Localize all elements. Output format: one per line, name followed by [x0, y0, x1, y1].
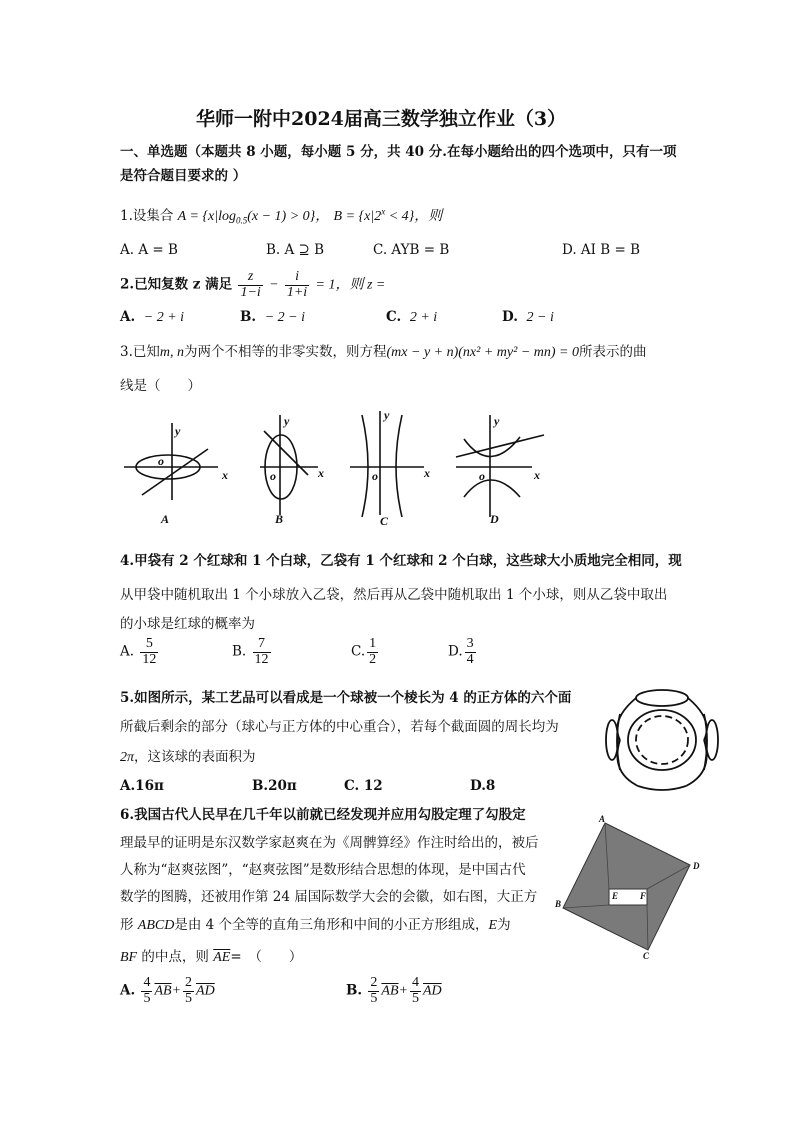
q6-line5-b: 是由 4 个全等的直角三角形和中间的小正方形组成，: [174, 917, 489, 933]
q2-f2-den: 1+i: [286, 284, 308, 300]
q6-option-a: [120, 976, 215, 1006]
q1-option-d: D. AI B = B: [562, 242, 641, 258]
q5-line3-text: ，这该球的表面积为: [134, 749, 256, 765]
q3-label-c: C: [380, 514, 389, 528]
q1-set-b: B = {x|2: [333, 209, 382, 224]
q4-stem-line2: 从甲袋中随机取出 1 个小球放入乙袋，然后再从乙袋中随机取出 1 个小球，则从乙袋中取出: [120, 587, 668, 603]
q6-option-a-d1: 5: [143, 990, 151, 1006]
q6-label-b: B: [555, 899, 562, 909]
q6-option-b-frac2: [410, 976, 421, 1006]
q6-line5-a: 形: [120, 917, 134, 933]
q2-option-a-label: A.: [120, 309, 136, 325]
page-title: 华师一附中2024届高三数学独立作业（3）: [196, 108, 567, 130]
q2-option-b-value: − 2 − i: [264, 310, 306, 325]
q4-option-d-label: D.: [448, 643, 463, 660]
q5-option-a: A.16π: [120, 778, 164, 794]
q3-label-a: A: [161, 512, 170, 526]
q4-option-d-frac: [465, 637, 476, 667]
q3-stem-line1: [120, 340, 646, 361]
q6-option-a-n2: 2: [185, 975, 193, 990]
q5-option-b: B.20π: [252, 778, 297, 794]
q6-option-a-frac1: [141, 976, 152, 1006]
q4-option-c: [351, 637, 380, 667]
q3-origin-b: o: [270, 469, 276, 483]
q6-stem-line3: 人称为“赵爽弦图”，“赵爽弦图”是数形结合思想的体现，是中国古代: [120, 862, 526, 878]
q4-option-a-frac: [140, 637, 158, 667]
q6-label-e: E: [612, 891, 619, 901]
q3-axis-x-d: x: [534, 468, 540, 482]
q4-stem-line3: 的小球是红球的概率为: [120, 616, 255, 632]
q4-option-d-num: 3: [466, 636, 474, 651]
q6-vector-ae: $\overline{AE}$: [213, 950, 231, 965]
section-heading-line2: 是符合题目要求的 ）: [120, 168, 247, 184]
q6-option-b-v1: $\overline{AB}$: [381, 983, 399, 999]
q6-option-a-label: A.: [120, 982, 136, 999]
q3-stem-a: 3.已知: [120, 344, 160, 360]
q5-option-c: C. 12: [344, 778, 383, 794]
q3-mn: m, n: [159, 345, 185, 360]
q6-stem-line4: 数学的图腾，还被用作第 24 届国际数学大会的会徽，如右图，大正方: [120, 889, 538, 905]
q4-option-d-den: 4: [466, 651, 474, 667]
q4-stem-line1: [120, 549, 682, 569]
q6-line1-text: 6.我国古代人民早在几千年以前就已经发现并应用勾股定理了勾股定: [120, 807, 526, 823]
q4-option-b-frac: [253, 637, 271, 667]
q2-f2-num: i: [285, 270, 309, 286]
q4-option-b-num: 7: [253, 637, 271, 653]
q6-square-name: ABCD: [137, 918, 175, 933]
q1-stem: [120, 204, 442, 226]
q3-axis-x-b: x: [318, 466, 324, 480]
q4-option-c-den: 2: [369, 651, 377, 667]
q5-stem-line1: [120, 686, 571, 706]
q2-option-b: [240, 309, 305, 326]
q4-option-b: [232, 637, 273, 667]
q1-set-a-tail: (x − 1) > 0}，: [247, 209, 330, 224]
q5-stem-line2: 所截后剩余的部分（球心与正方体的中心重合），若每个截面圆的周长均为: [120, 719, 559, 735]
q6-line6-a: 的中点，则: [141, 949, 209, 965]
q3-origin-a: o: [158, 454, 164, 468]
q4-option-a-label: A.: [120, 643, 135, 660]
q6-option-b-plus: +: [398, 983, 408, 999]
q6-option-a-plus: +: [171, 983, 182, 999]
q2-option-d-label: D.: [502, 309, 518, 325]
q4-option-a-den: 12: [142, 651, 157, 667]
q4-option-c-num: 1: [369, 636, 377, 651]
q3-axis-y-a: y: [175, 424, 181, 438]
q6-label-f: F: [640, 891, 647, 901]
q3-origin-d: o: [479, 469, 485, 483]
q2-option-c-label: C.: [386, 309, 402, 325]
q6-label-a: A: [599, 815, 606, 824]
q2-fraction-1: [238, 270, 262, 300]
section-heading-line1: 一、单选题（本题共 8 小题，每小题 5 分，共 40 分.在每小题给出的四个选项中，只有一项: [120, 144, 677, 160]
q3-graphs: [118, 405, 558, 530]
q1-set-a: A = {x|log: [177, 209, 236, 224]
q6-stem-line1: [120, 803, 526, 823]
q3-axis-y-c: y: [384, 408, 390, 422]
q1-log-base: 0.5: [235, 215, 248, 226]
q5-stem-line3: [120, 745, 256, 766]
q6-stem-line5: [120, 913, 511, 934]
q1-set-b-tail: < 4}，则: [385, 209, 443, 224]
q6-option-a-d2: 5: [185, 990, 193, 1006]
q2-option-d: [502, 309, 554, 326]
q6-stem-line6: [120, 945, 302, 966]
q6-option-a-frac2: [183, 976, 194, 1006]
q3-origin-c: o: [372, 469, 378, 483]
q6-option-b-n1: 2: [370, 975, 378, 990]
q4-option-c-frac: [367, 637, 378, 667]
q3-axis-x-c: x: [424, 466, 430, 480]
q3-label-d: D: [490, 512, 499, 526]
q1-exponent: x: [381, 206, 386, 217]
q6-segment-bf: BF: [120, 950, 138, 965]
q6-line5-c: 为: [497, 917, 511, 933]
q1-stem-text: 1.设集合: [120, 208, 178, 224]
q1-option-b: B. A ⊇ B: [266, 242, 325, 258]
q4-option-a: [120, 637, 160, 667]
q6-option-b-n2: 4: [411, 975, 419, 990]
q2-stem-text: 2.已知复数 z 满足: [120, 276, 233, 293]
q1-option-a: A. A = B: [120, 242, 178, 258]
q2-f1-den: 1−i: [240, 284, 261, 300]
q2-f1-num: z: [238, 270, 262, 286]
q4-option-b-label: B.: [232, 643, 247, 660]
q6-point-e: E: [488, 918, 498, 933]
q6-label-c: C: [643, 951, 650, 960]
q3-label-b: B: [275, 512, 284, 526]
q2-minus: −: [269, 277, 279, 293]
q6-option-b-label: B.: [346, 982, 363, 999]
q2-option-c: [386, 309, 437, 326]
q5-sphere-figure: [600, 680, 725, 800]
q2-option-b-label: B.: [240, 309, 257, 325]
q6-option-b-d2: 5: [411, 990, 419, 1006]
q6-option-b-d1: 5: [370, 990, 378, 1006]
q3-stem-c: 所表示的曲: [578, 344, 647, 360]
q2-option-a: [120, 309, 184, 326]
q6-option-a-v2: $\overline{AD}$: [196, 983, 215, 999]
q4-option-a-num: 5: [140, 637, 158, 653]
q4-option-b-den: 12: [254, 651, 269, 667]
q6-option-b-v2: $\overline{AD}$: [422, 983, 442, 999]
q6-zhao-shuang-diagram: [555, 815, 705, 960]
q4-option-d: [448, 637, 478, 667]
q2-stem-tail: = 1，则 z =: [315, 277, 386, 293]
q5-line1-text: 5.如图所示，某工艺品可以看成是一个球被一个棱长为 4 的正方体的六个面: [120, 690, 572, 706]
q2-fraction-2: [285, 270, 309, 300]
q6-option-b-frac1: [368, 976, 379, 1006]
q3-axis-x-a: x: [222, 468, 228, 482]
q3-equation: (mx − y + n)(nx² + my² − mn) = 0: [386, 345, 579, 360]
q3-stem-b: 为两个不相等的非零实数，则方程: [184, 344, 387, 360]
q1-option-c: C. AYB = B: [373, 242, 450, 258]
q3-axis-y-d: y: [494, 414, 500, 428]
q6-stem-line2: 理最早的证明是东汉数学家赵爽在为《周髀算经》作注时给出的，被后: [120, 835, 539, 851]
q4-line1-text: 4.甲袋有 2 个红球和 1 个白球，乙袋有 1 个红球和 2 个白球，这些球大小质地完全相同，现: [120, 553, 682, 569]
q3-axis-y-b: y: [284, 414, 290, 428]
q6-option-a-v1: $\overline{AB}$: [154, 983, 172, 999]
q2-option-d-value: 2 − i: [526, 310, 554, 325]
q4-option-c-label: C.: [351, 643, 366, 660]
q6-label-d: D: [693, 861, 700, 871]
q5-option-d: D.8: [470, 778, 496, 794]
q6-option-a-n1: 4: [143, 975, 151, 990]
q2-option-a-value: − 2 + i: [143, 310, 185, 325]
q6-line6-b: = （ ）: [230, 949, 303, 965]
q2-stem: [120, 270, 385, 300]
q3-stem-line2: 线是（ ）: [120, 378, 201, 394]
q5-circumference: 2π: [120, 750, 135, 765]
q6-option-b: [346, 976, 442, 1006]
q2-option-c-value: 2 + i: [409, 310, 438, 325]
